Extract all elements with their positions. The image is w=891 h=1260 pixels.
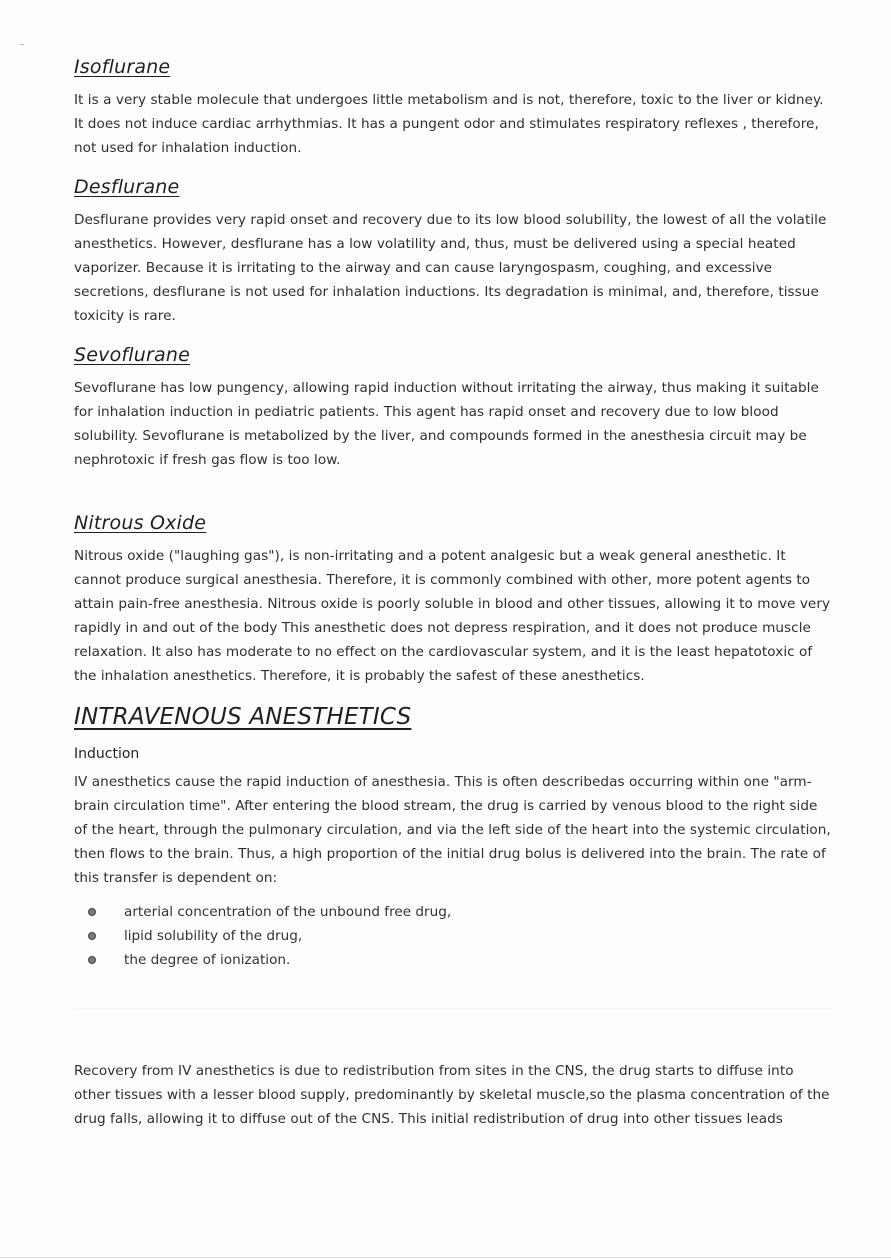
- page-content: [74, 56, 834, 1131]
- desflurane-paragraph: Desflurane provides very rapid onset and recovery due to its low blood solubility, the lowest of all the volatile anesthetics. However, desflurane has a low volatility and, thus, must be delivered using a special heated vaporizer. Because it is irritating to the airway and can cause laryngospasm, coughing, and excessive secretions, desflurane is not used for inhalation inductions. Its degradation is minimal, and, therefore, tissue toxicity is rare.: [74, 212, 827, 324]
- intravenous-section: [74, 704, 834, 1131]
- transfer-factors-list: [88, 900, 834, 972]
- faded-text-line: [74, 988, 834, 1009]
- induction-paragraph: IV anesthetics cause the rapid induction of anesthesia. This is often describedas occurring within one "arm-brain circulation time". After entering the blood stream, the drug is carried by venous blood to the right side of the heart, through the pulmonary circulation, and via the left side of the heart into the systemic circulation, then flows to the brain. Thus, a high proportion of the initial drug bolus is delivered into the brain. The rate of this transfer is dependent on:: [74, 774, 831, 886]
- list-item: [88, 924, 834, 948]
- list-item-text: lipid solubility of the drug,: [124, 928, 303, 944]
- nitrous-oxide-heading: Nitrous Oxide: [74, 512, 207, 534]
- list-item-text: the degree of ionization.: [124, 952, 291, 968]
- intravenous-heading: INTRAVENOUS ANESTHETICS: [74, 704, 412, 730]
- sevoflurane-heading: Sevoflurane: [74, 344, 191, 366]
- bullet-icon: [88, 908, 96, 916]
- recovery-paragraph: Recovery from IV anesthetics is due to redistribution from sites in the CNS, the drug starts to diffuse into other tissues with a lesser blood supply, predominantly by skeletal muscle,so the plasma concentration of the drug falls, allowing it to diffuse out of the CNS. This initial redistribution of drug into other tissues leads: [74, 1063, 830, 1127]
- nitrous-oxide-paragraph: Nitrous oxide ("laughing gas"), is non-irritating and a potent analgesic but a weak general anesthetic. It cannot produce surgical anesthesia. Therefore, it is commonly combined with other, more potent agents to attain pain-free anesthesia. Nitrous oxide is poorly soluble in blood and other tissues, allowing it to move very rapidly in and out of the body This anesthetic does not depress respiration, and it does not produce muscle relaxation. It also has moderate to no effect on the cardiovascular system, and it is the least hepatotoxic of the inhalation anesthetics. Therefore, it is probably the safest of these anesthetics.: [74, 548, 831, 684]
- list-item: [88, 900, 834, 924]
- nitrous-oxide-section: [74, 512, 834, 688]
- isoflurane-section: [74, 56, 834, 160]
- desflurane-heading: Desflurane: [74, 176, 180, 198]
- page-bottom-edge: [0, 1257, 891, 1258]
- bullet-icon: [88, 932, 96, 940]
- sevoflurane-paragraph: Sevoflurane has low pungency, allowing rapid induction without irritating the airway, thus making it suitable for inhalation induction in pediatric patients. This agent has rapid onset and recovery due to low blood solubility. Sevoflurane is metabolized by the liver, and compounds formed in the anesthesia circuit may be nephrotoxic if fresh gas flow is too low.: [74, 380, 819, 468]
- sevoflurane-section: [74, 344, 834, 472]
- isoflurane-paragraph: It is a very stable molecule that undergoes little metabolism and is not, therefore, toxic to the liver or kidney. It does not induce cardiac arrhythmias. It has a pungent odor and stimulates respiratory reflexes , therefore, not used for inhalation induction.: [74, 92, 824, 156]
- scan-mark: [20, 44, 24, 45]
- list-item-text: arterial concentration of the unbound free drug,: [124, 904, 452, 920]
- desflurane-section: [74, 176, 834, 328]
- bullet-icon: [88, 956, 96, 964]
- list-item: [88, 948, 834, 972]
- isoflurane-heading: Isoflurane: [74, 56, 171, 78]
- induction-subheading: Induction: [74, 746, 140, 762]
